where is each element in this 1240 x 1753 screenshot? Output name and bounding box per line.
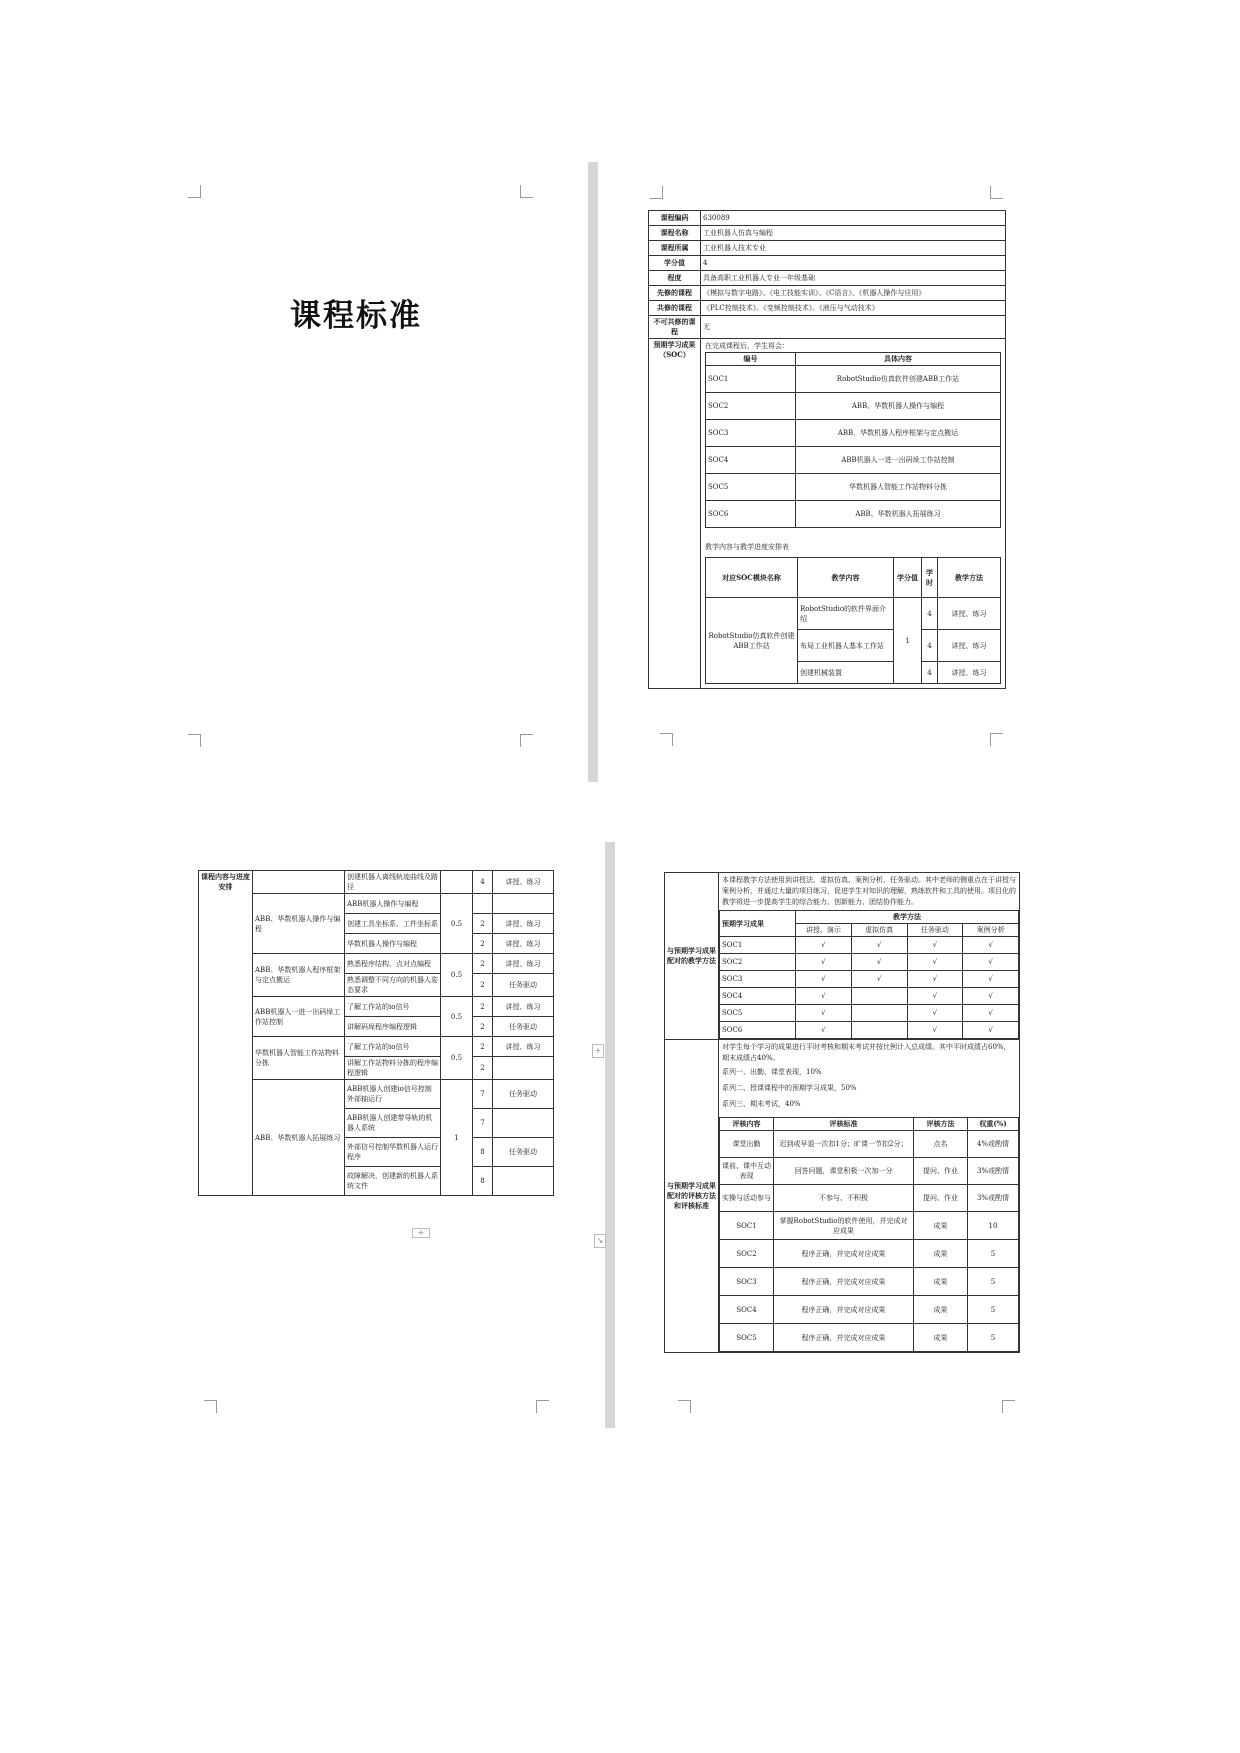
eval-weight: 5 — [968, 1324, 1019, 1352]
eval-method: 成果 — [914, 1324, 968, 1352]
eval-cell — [719, 1040, 1020, 1353]
schedule-method: 任务驱动 — [493, 1138, 554, 1167]
check-mark: √ — [796, 1022, 852, 1039]
schedule-credit: 0.5 — [441, 1037, 473, 1080]
method-soc: SOC3 — [720, 971, 796, 988]
eval-row — [720, 1296, 1019, 1324]
info-label: 程度 — [649, 271, 701, 286]
eval-weight: 5 — [968, 1240, 1019, 1268]
schedule-row — [706, 598, 1001, 630]
schedule-hours: 8 — [473, 1167, 493, 1196]
check-mark: √ — [796, 937, 852, 954]
schedule-continued-table — [198, 870, 554, 1196]
soc-id: SOC1 — [706, 366, 796, 393]
schedule-hours: 4 — [922, 598, 938, 630]
info-label: 共修的课程 — [649, 301, 701, 316]
schedule-hours: 2 — [473, 954, 493, 974]
margin-mark — [536, 1400, 549, 1413]
eval-weight: 3%或酌情 — [968, 1158, 1019, 1185]
eval-standard: 程序正确，并完成对应成果 — [774, 1240, 914, 1268]
info-label: 课程编码 — [649, 211, 701, 226]
schedule-method — [493, 894, 554, 914]
eval-row — [720, 1240, 1019, 1268]
schedule-module: ABB机器人一进一出码垛工作站控制 — [253, 997, 345, 1037]
schedule-module: 华数机器人智能工作站物料分拣 — [253, 1037, 345, 1080]
eval-method: 成果 — [914, 1268, 968, 1296]
check-mark: √ — [796, 954, 852, 971]
schedule-content: 创建机械装置 — [798, 662, 894, 684]
info-row — [649, 301, 1006, 316]
soc-id: SOC3 — [706, 420, 796, 447]
info-row — [649, 286, 1006, 301]
check-mark: √ — [963, 988, 1019, 1005]
soc-row — [706, 447, 1001, 474]
info-value: 具备高职工业机器人专业一年级基础 — [701, 271, 1006, 286]
schedule-header-content: 教学内容 — [798, 558, 894, 598]
schedule-module: ABB、华数机器人拓展练习 — [253, 1080, 345, 1196]
margin-mark — [660, 733, 673, 746]
schedule-row — [199, 954, 554, 974]
soc-content: ABB、华数机器人操作与编程 — [796, 393, 1001, 420]
method-soc: SOC6 — [720, 1022, 796, 1039]
margin-mark — [990, 733, 1003, 746]
schedule-header-method: 教学方法 — [938, 558, 1001, 598]
schedule-row — [199, 894, 554, 914]
schedule-credit: 1 — [894, 598, 922, 684]
eval-weight: 10 — [968, 1212, 1019, 1240]
schedule-content: 创建机器人离线轨迹曲线及路径 — [345, 871, 441, 894]
schedule-credit — [441, 871, 473, 894]
margin-mark — [188, 185, 201, 198]
info-row — [649, 211, 1006, 226]
info-row — [649, 226, 1006, 241]
eval-item: SOC5 — [720, 1324, 774, 1352]
schedule-method — [493, 1167, 554, 1196]
check-mark — [851, 988, 907, 1005]
margin-mark — [520, 185, 533, 198]
info-value: 4 — [701, 256, 1006, 271]
schedule-row — [199, 1080, 554, 1109]
info-value: 工业机器人仿真与编程 — [701, 226, 1006, 241]
check-mark: √ — [851, 971, 907, 988]
soc-content: ABB、华数机器人程序框架与定点搬运 — [796, 420, 1001, 447]
soc-header-content: 具体内容 — [796, 353, 1001, 366]
method-cell — [719, 873, 1020, 1040]
schedule-credit: 0.5 — [441, 997, 473, 1037]
info-label: 先修的课程 — [649, 286, 701, 301]
schedule-module — [253, 871, 345, 894]
info-label: 课程名称 — [649, 226, 701, 241]
check-mark — [851, 1005, 907, 1022]
method-subheader: 讲授、演示 — [796, 924, 852, 937]
eval-item: SOC4 — [720, 1296, 774, 1324]
info-label: 不可共修的课程 — [649, 316, 701, 339]
check-mark: √ — [907, 1022, 963, 1039]
info-label: 课程所属 — [649, 241, 701, 256]
eval-method: 成果 — [914, 1212, 968, 1240]
schedule-module: ABB、华数机器人程序框架与定点搬运 — [253, 954, 345, 997]
soc-row — [706, 501, 1001, 528]
eval-row — [720, 1131, 1019, 1158]
schedule-content: ABB机器人操作与编程 — [345, 894, 441, 914]
schedule-content: 外部信号控制华数机器人运行程序 — [345, 1138, 441, 1167]
info-value: 630089 — [701, 211, 1006, 226]
soc-content: 华数机器人智能工作站物料分拣 — [796, 474, 1001, 501]
info-row — [649, 271, 1006, 286]
eval-item: SOC3 — [720, 1268, 774, 1296]
page-1 — [180, 160, 560, 760]
eval-item: SOC2 — [720, 1240, 774, 1268]
page-gap-top — [588, 162, 598, 782]
method-soc: SOC1 — [720, 937, 796, 954]
info-row — [649, 241, 1006, 256]
check-mark: √ — [907, 988, 963, 1005]
schedule-content: 熟悉调整不同方向的机器人姿态要求 — [345, 974, 441, 997]
eval-row — [720, 1185, 1019, 1212]
schedule-method: 讲授、练习 — [493, 871, 554, 894]
margin-mark — [188, 734, 201, 747]
schedule-method: 讲授、练习 — [493, 1037, 554, 1057]
check-mark: √ — [851, 937, 907, 954]
method-row — [720, 1022, 1019, 1039]
eval-method: 提问、作业 — [914, 1185, 968, 1212]
schedule-method: 任务驱动 — [493, 1017, 554, 1037]
soc-row — [706, 393, 1001, 420]
schedule-header-module: 对应SOC模块名称 — [706, 558, 798, 598]
check-mark — [851, 1022, 907, 1039]
method-row — [720, 1005, 1019, 1022]
schedule-hours: 8 — [473, 1138, 493, 1167]
check-mark: √ — [796, 971, 852, 988]
schedule-hours: 2 — [473, 974, 493, 997]
eval-item: 实操与活动参与 — [720, 1185, 774, 1212]
soc-id: SOC4 — [706, 447, 796, 474]
schedule-credit: 0.5 — [441, 954, 473, 997]
method-row — [720, 971, 1019, 988]
info-row — [649, 316, 1006, 339]
schedule-row — [199, 997, 554, 1017]
margin-mark — [678, 1400, 691, 1413]
schedule-module: ABB、华数机器人操作与编程 — [253, 894, 345, 954]
margin-mark — [990, 186, 1003, 199]
margin-mark — [520, 734, 533, 747]
schedule-content: 了解工作站的io信号 — [345, 1037, 441, 1057]
method-soc: SOC4 — [720, 988, 796, 1005]
eval-standard: 迟到或早退一次扣1分；旷课一节扣2分； — [774, 1131, 914, 1158]
eval-method: 提问、作业 — [914, 1158, 968, 1185]
resize-icon[interactable]: ↘ — [594, 1234, 606, 1248]
method-text: 本课程教学方法使用到讲授法、虚拟仿真、案例分析、任务驱动。其中老师的侧重点在于讲授与案例分析，并通过大量的项目练习，促进学生对知识的理解，熟练软件和工具的使用。项目化的教学将进一步提高学生的综合能力、创新能力、团结协作能力。 — [722, 876, 1016, 906]
schedule-hours: 2 — [473, 1037, 493, 1057]
eval-standard: 不参与、不积极 — [774, 1185, 914, 1212]
check-mark: √ — [796, 988, 852, 1005]
eval-standard: 程序正确，并完成对应成果 — [774, 1268, 914, 1296]
check-mark: √ — [907, 971, 963, 988]
schedule-content: 故障解决，创建新的机器人系统文件 — [345, 1167, 441, 1196]
eval-standard: 掌握RobotStudio的软件使用，并完成对应成果 — [774, 1212, 914, 1240]
method-soc: SOC5 — [720, 1005, 796, 1022]
schedule-method: 任务驱动 — [493, 974, 554, 997]
schedule-credit: 0.5 — [441, 894, 473, 954]
soc-label: 预期学习成果（SOC） — [649, 339, 701, 689]
info-row — [649, 256, 1006, 271]
method-subheader: 虚拟仿真 — [851, 924, 907, 937]
margin-mark — [650, 186, 663, 199]
eval-item: 系列三、期末考试，40% — [722, 1100, 801, 1108]
margin-mark — [1002, 1400, 1015, 1413]
method-row — [720, 937, 1019, 954]
schedule-hours: 2 — [473, 1057, 493, 1080]
expand-icon[interactable]: + — [592, 1044, 604, 1058]
eval-text: 对学生每个学习的成果进行平时考核和期末考试并按比例计入总成绩。其中平时成绩占60%，期末成绩占40%。 — [722, 1043, 1011, 1062]
soc-row — [706, 420, 1001, 447]
schedule-hours: 7 — [473, 1080, 493, 1109]
table-handle-icon[interactable]: + — [412, 1228, 430, 1238]
schedule-hours: 2 — [473, 934, 493, 954]
schedule-header-credit: 学分值 — [894, 558, 922, 598]
eval-weight: 5 — [968, 1296, 1019, 1324]
info-value: 《PLC控制技术》、《变频控制技术》、《液压与气动技术》 — [701, 301, 1006, 316]
page-gap-bottom — [605, 842, 615, 1428]
schedule-content: 布局工业机器人基本工作站 — [798, 630, 894, 662]
method-table — [719, 910, 1019, 1039]
schedule-row — [199, 871, 554, 894]
schedule-method: 讲授、练习 — [493, 934, 554, 954]
schedule-content: 了解工作站的io信号 — [345, 997, 441, 1017]
schedule-content: 讲解工作站物料分拣的程序编程逻辑 — [345, 1057, 441, 1080]
check-mark: √ — [963, 954, 1019, 971]
course-info-table — [648, 210, 1006, 689]
schedule-header-hours: 学时 — [922, 558, 938, 598]
document-title: 课程标准 — [290, 298, 422, 334]
method-row — [720, 988, 1019, 1005]
schedule-credit: 1 — [441, 1080, 473, 1196]
schedule-method: 任务驱动 — [493, 1080, 554, 1109]
info-label: 学分值 — [649, 256, 701, 271]
schedule-hours: 2 — [473, 997, 493, 1017]
check-mark: √ — [907, 954, 963, 971]
eval-standard: 程序正确，并完成对应成果 — [774, 1296, 914, 1324]
method-header-soc: 预期学习成果 — [720, 911, 796, 937]
eval-item: 系列二、授课课程中的预期学习成果，50% — [722, 1084, 857, 1092]
eval-weight: 3%或酌情 — [968, 1185, 1019, 1212]
schedule-content: 讲解码垛程序编程逻辑 — [345, 1017, 441, 1037]
eval-weight: 4%或酌情 — [968, 1131, 1019, 1158]
schedule-method: 讲授、练习 — [938, 630, 1001, 662]
check-mark: √ — [907, 1005, 963, 1022]
method-subheader: 案例分析 — [963, 924, 1019, 937]
soc-cell — [701, 339, 1006, 689]
eval-row — [720, 1212, 1019, 1240]
method-eval-table — [664, 872, 1020, 1353]
soc-content: RobotStudio仿真软件创建ABB工作站 — [796, 366, 1001, 393]
soc-id: SOC5 — [706, 474, 796, 501]
schedule-content: RobotStudio的软件界面介绍 — [798, 598, 894, 630]
eval-row — [720, 1158, 1019, 1185]
method-header-methods: 教学方法 — [796, 911, 1019, 924]
schedule-method: 讲授、练习 — [938, 662, 1001, 684]
soc-header-id: 编号 — [706, 353, 796, 366]
schedule-method — [493, 1109, 554, 1138]
check-mark: √ — [963, 937, 1019, 954]
soc-content: ABB机器人一进一出码垛工作站控制 — [796, 447, 1001, 474]
soc-intro: 在完成课程后，学生将会： — [705, 342, 789, 350]
method-soc: SOC2 — [720, 954, 796, 971]
schedule-hours — [473, 894, 493, 914]
side-label: 课程内容与进度安排 — [199, 871, 253, 1196]
soc-table — [705, 352, 1001, 528]
schedule-content: 熟悉程序结构、点对点编程 — [345, 954, 441, 974]
eval-header-weight: 权重(%) — [968, 1118, 1019, 1131]
schedule-hours: 4 — [473, 871, 493, 894]
eval-weight: 5 — [968, 1268, 1019, 1296]
eval-table — [719, 1117, 1019, 1352]
soc-row — [706, 366, 1001, 393]
schedule-table — [705, 557, 1001, 684]
schedule-row — [199, 1037, 554, 1057]
schedule-hours: 4 — [922, 662, 938, 684]
schedule-method — [493, 1057, 554, 1080]
info-value: 《模拟与数字电路》、《电工技能实训》、《C语言》、《机器人操作与应用》 — [701, 286, 1006, 301]
schedule-hours: 4 — [922, 630, 938, 662]
schedule-method: 讲授、练习 — [493, 914, 554, 934]
schedule-hours: 7 — [473, 1109, 493, 1138]
info-value: 无 — [701, 316, 1006, 339]
soc-content: ABB、华数机器人拓展练习 — [796, 501, 1001, 528]
schedule-content: 华数机器人操作与编程 — [345, 934, 441, 954]
soc-row — [706, 474, 1001, 501]
schedule-hours: 2 — [473, 914, 493, 934]
eval-header-item: 评核内容 — [720, 1118, 774, 1131]
eval-header-method: 评核方法 — [914, 1118, 968, 1131]
soc-id: SOC2 — [706, 393, 796, 420]
info-value: 工业机器人技术专业 — [701, 241, 1006, 256]
check-mark: √ — [963, 1022, 1019, 1039]
eval-label: 与预期学习成果配对的评核方法和评核标准 — [665, 1040, 719, 1353]
eval-method: 成果 — [914, 1240, 968, 1268]
eval-row — [720, 1268, 1019, 1296]
eval-item: 系列一、出勤、课堂表现，10% — [722, 1068, 822, 1076]
eval-standard: 回答问题，课堂积极一次加一分 — [774, 1158, 914, 1185]
schedule-hours: 2 — [473, 1017, 493, 1037]
eval-item: 课堂出勤 — [720, 1131, 774, 1158]
schedule-method: 讲授、练习 — [493, 954, 554, 974]
method-row — [720, 954, 1019, 971]
eval-method: 点名 — [914, 1131, 968, 1158]
schedule-method: 讲授、练习 — [938, 598, 1001, 630]
method-label: 与预期学习成果配对的教学方法 — [665, 873, 719, 1040]
check-mark: √ — [796, 1005, 852, 1022]
eval-standard: 程序正确，并完成对应成果 — [774, 1324, 914, 1352]
eval-method: 成果 — [914, 1296, 968, 1324]
schedule-title: 教学内容与教学进度安排表 — [705, 543, 789, 551]
method-subheader: 任务驱动 — [907, 924, 963, 937]
check-mark: √ — [963, 971, 1019, 988]
schedule-method: 讲授、练习 — [493, 997, 554, 1017]
schedule-content: ABB机器人创建带导轨的机器人系统 — [345, 1109, 441, 1138]
eval-header-standard: 评核标准 — [774, 1118, 914, 1131]
schedule-module: RobotStudio仿真软件创建ABB工作站 — [706, 598, 798, 684]
margin-mark — [204, 1400, 217, 1413]
eval-row — [720, 1324, 1019, 1352]
eval-item: 课前、课中互动表现 — [720, 1158, 774, 1185]
check-mark: √ — [851, 954, 907, 971]
schedule-content: ABB机器人创建io信号控制外部轴运行 — [345, 1080, 441, 1109]
eval-item: SOC1 — [720, 1212, 774, 1240]
check-mark: √ — [963, 1005, 1019, 1022]
soc-id: SOC6 — [706, 501, 796, 528]
schedule-content: 创建工具坐标系、工件坐标系 — [345, 914, 441, 934]
check-mark: √ — [907, 937, 963, 954]
